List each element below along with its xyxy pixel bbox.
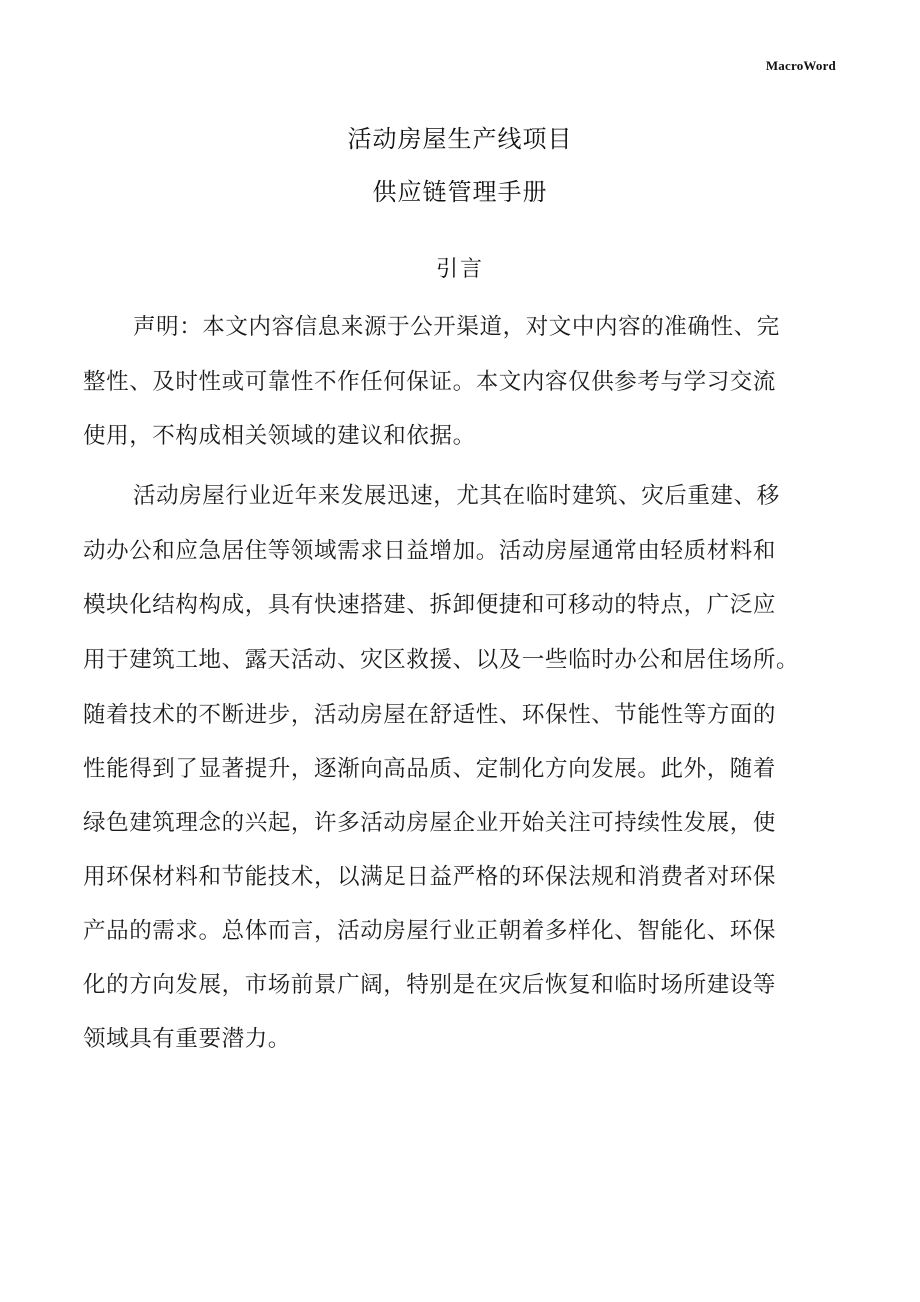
paragraph-line: 用环保材料和节能技术，以满足日益严格的环保法规和消费者对环保 <box>83 864 777 890</box>
paragraph-line: 化的方向发展，市场前景广阔，特别是在灾后恢复和临时场所建设等 <box>83 972 777 998</box>
paragraph-line: 领域具有重要潜力。 <box>83 1026 291 1052</box>
paragraph-line: 用于建筑工地、露天活动、灾区救援、以及一些临时办公和居住场所。 <box>83 647 800 673</box>
paragraph-line: 使用，不构成相关领域的建议和依据。 <box>83 423 476 449</box>
paragraph-line: 活动房屋行业近年来发展迅速，尤其在临时建筑、灾后重建、移 <box>133 483 780 509</box>
document-title-line-2: 供应链管理手册 <box>372 178 548 206</box>
header-brand: MacroWord <box>765 58 836 73</box>
paragraph-line: 声明：本文内容信息来源于公开渠道，对文中内容的准确性、完 <box>133 314 780 340</box>
section-heading: 引言 <box>435 257 484 282</box>
paragraph-line: 产品的需求。总体而言，活动房屋行业正朝着多样化、智能化、环保 <box>83 918 777 944</box>
paragraph-line: 随着技术的不断进步，活动房屋在舒适性、环保性、节能性等方面的 <box>83 702 777 728</box>
document-title-line-1: 活动房屋生产线项目 <box>347 125 573 153</box>
paragraph-line: 整性、及时性或可靠性不作任何保证。本文内容仅供参考与学习交流 <box>83 369 777 395</box>
paragraph-line: 模块化结构构成，具有快速搭建、拆卸便捷和可移动的特点，广泛应 <box>83 592 777 618</box>
paragraph-line: 绿色建筑理念的兴起，许多活动房屋企业开始关注可持续性发展，使 <box>83 810 777 836</box>
paragraph-line: 性能得到了显著提升，逐渐向高品质、定制化方向发展。此外，随着 <box>83 756 777 782</box>
paragraph-line: 动办公和应急居住等领域需求日益增加。活动房屋通常由轻质材料和 <box>83 538 777 564</box>
